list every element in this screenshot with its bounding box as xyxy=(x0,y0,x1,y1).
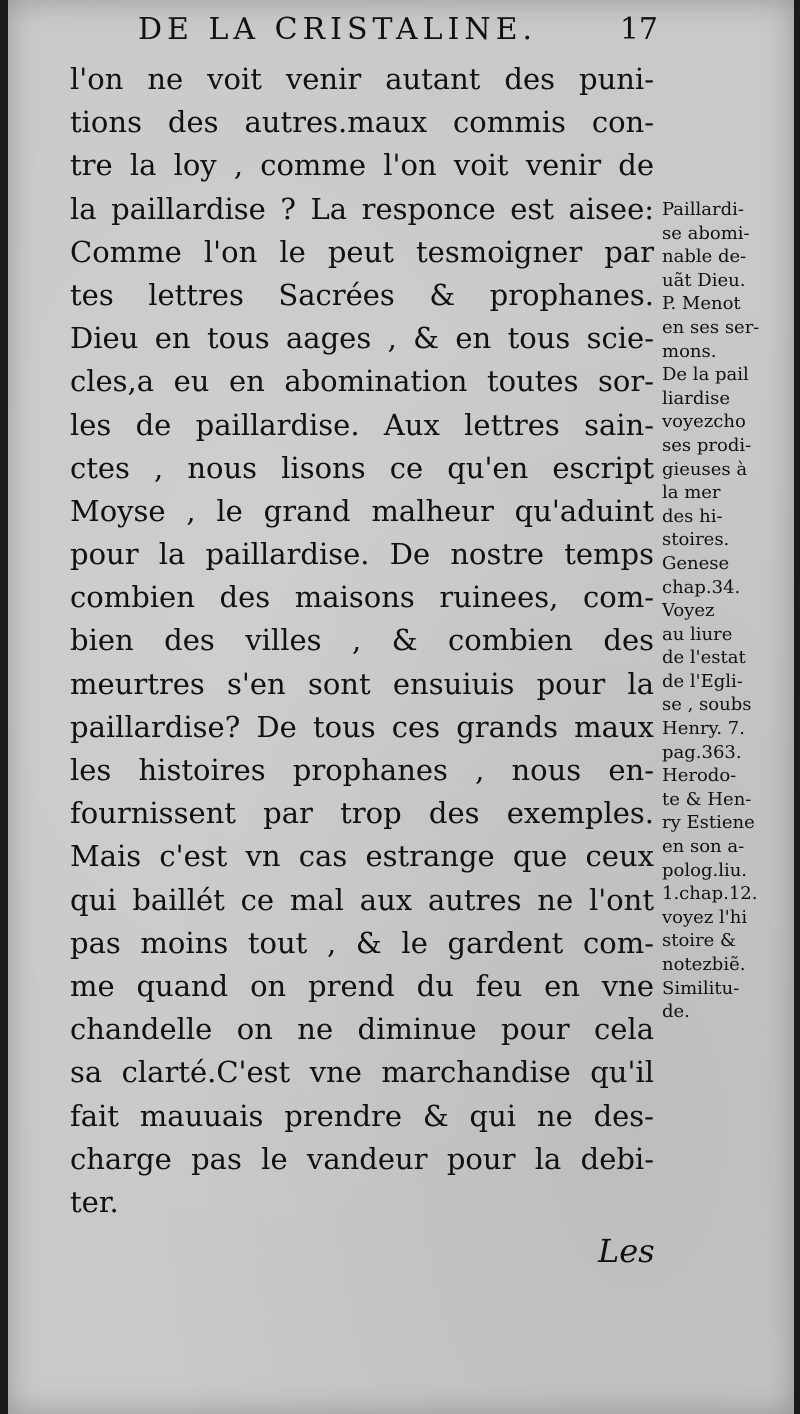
text-line: tre la loy , comme l'on voit venir de xyxy=(70,148,654,183)
marginal-notes xyxy=(662,198,800,1024)
margin-note-line: voyezcho xyxy=(662,411,746,433)
margin-note-line: chap.34. xyxy=(662,576,741,598)
running-head: DE LA CRISTALINE. xyxy=(138,12,538,47)
margin-note-line: uãt Dieu. xyxy=(662,269,746,291)
text-line: sa clarté.C'est vne marchandise qu'il xyxy=(70,1055,654,1090)
text-line: les histoires prophanes , nous en- xyxy=(70,753,654,787)
margin-note-line: Similitu- xyxy=(662,977,740,999)
margin-note-line: 1.chap.12. xyxy=(662,883,758,905)
margin-note-line: notezbiẽ. xyxy=(662,954,746,975)
margin-note-line: liardise xyxy=(662,387,731,409)
text-line: la paillardise ? La responce est aisee: xyxy=(70,191,654,226)
page-header xyxy=(138,12,658,52)
margin-note-line: ry Estiene xyxy=(662,812,755,834)
margin-note-line: gieuses à xyxy=(662,458,748,480)
margin-note-line: en son a- xyxy=(662,836,745,858)
margin-note-line: ses prodi- xyxy=(662,434,752,456)
margin-note-line: en ses ser- xyxy=(662,316,760,338)
text-line: Mais c'est vn cas estrange que ceux xyxy=(70,839,654,874)
text-line: qui baillét ce mal aux autres ne l'ont xyxy=(70,882,654,917)
margin-note-line: des hi- xyxy=(662,505,723,527)
margin-note-line: Genese xyxy=(662,552,730,574)
margin-note-line: Paillardi- xyxy=(662,199,745,220)
text-line: fait mauuais prendre & qui ne des- xyxy=(70,1098,654,1133)
text-line: cles,a eu en abomination toutes sor- xyxy=(70,364,654,399)
text-line: meurtres s'en sont ensuiuis pour la xyxy=(70,666,654,701)
text-line: ter. xyxy=(70,1184,119,1219)
margin-note-line: voyez l'hi xyxy=(662,906,748,928)
margin-note-line: De la pail xyxy=(662,364,749,386)
margin-note-line: Voyez xyxy=(662,600,715,622)
text-line: combien des maisons ruinees, com- xyxy=(70,580,654,615)
margin-note-line: la mer xyxy=(662,482,721,504)
text-line: pas moins tout , & le gardent com- xyxy=(70,925,654,960)
margin-note-line: de l'Egli- xyxy=(662,670,743,692)
margin-note-line: stoires. xyxy=(662,529,730,551)
text-line: les de paillardise. Aux lettres sain- xyxy=(70,407,654,442)
margin-note-line: de l'estat xyxy=(662,647,746,669)
text-line: tes lettres Sacrées & prophanes. xyxy=(70,277,654,312)
margin-note-line: te & Hen- xyxy=(662,788,752,810)
margin-note-line: pag.363. xyxy=(662,741,742,763)
margin-note-line: se abomi- xyxy=(662,222,750,244)
margin-note-line: stoire & xyxy=(662,930,737,952)
book-page xyxy=(8,0,794,1414)
page-number: 17 xyxy=(619,12,658,47)
catchword: Les xyxy=(598,1232,655,1270)
margin-note-line: se , soubs xyxy=(662,694,752,716)
text-line: chandelle on ne diminue pour cela xyxy=(70,1012,654,1047)
text-line: paillardise? De tous ces grands maux xyxy=(70,709,654,744)
margin-note-line: nable de- xyxy=(662,246,747,268)
margin-note-line: mons. xyxy=(662,340,717,362)
text-line: ctes , nous lisons ce qu'en escript xyxy=(70,450,654,485)
text-line: pour la paillardise. De nostre temps xyxy=(70,537,654,572)
text-line: charge pas le vandeur pour la debi- xyxy=(70,1141,654,1176)
margin-note-line: Henry. 7. xyxy=(662,718,745,740)
text-line: fournissent par trop des exemples. xyxy=(70,796,654,831)
text-line: me quand on prend du feu en vne xyxy=(70,968,654,1003)
margin-note-line: au liure xyxy=(662,623,733,645)
text-line: Dieu en tous aages , & en tous scie- xyxy=(70,321,654,356)
margin-note-line: Herodo- xyxy=(662,765,737,787)
text-line: Comme l'on le peut tesmoigner par xyxy=(70,234,654,269)
main-text-block xyxy=(70,58,654,1224)
text-line: tions des autres.maux commis con- xyxy=(70,105,654,140)
margin-note-line: polog.liu. xyxy=(662,859,748,881)
margin-note-line: de. xyxy=(662,1001,690,1023)
margin-note-line: P. Menot xyxy=(662,293,741,315)
text-line: Moyse , le grand malheur qu'aduint xyxy=(70,493,654,528)
text-line: bien des villes , & combien des xyxy=(70,623,654,658)
text-line: l'on ne voit venir autant des puni- xyxy=(70,62,654,96)
